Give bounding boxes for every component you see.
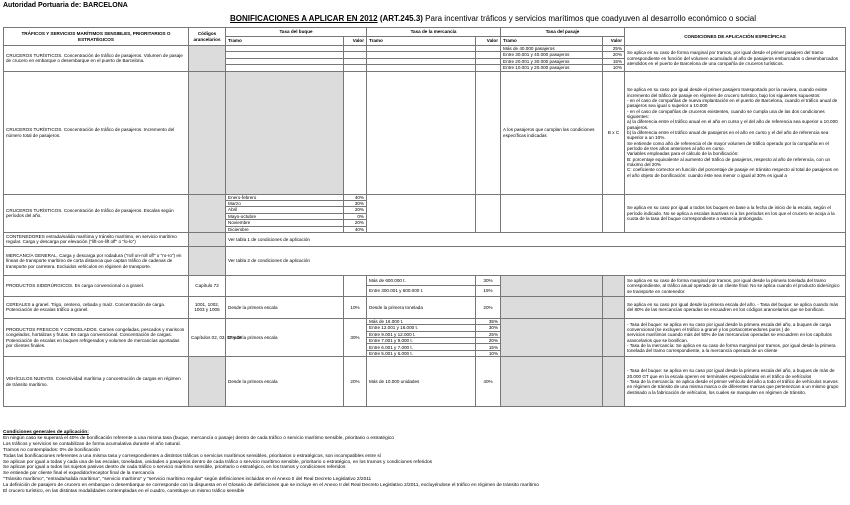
valor-cell: 40% (344, 194, 367, 200)
traffic-desc: CRUCEROS TURÍSTICOS. Concentración de tráfico de pasajeros. Incremento del número total de pasajeros. (4, 71, 189, 194)
tramo-cell: A los pasajeros que cumplan las condiciones específicas indicadas (501, 71, 603, 194)
valor-cell: 30% (344, 318, 367, 356)
general-conditions (3, 430, 845, 495)
valor-cell: 30% (476, 325, 501, 331)
title-main: BONIFICACIONES A APLICAR EN 2012 (230, 14, 378, 23)
conditions-cell: Se aplica en su caso de forma marginal por tramos, por igual desde la primera tonelada del tramo correspondiente, al tráfico anual operado de un cliente final. No se aplica cuando el producto siderúrgico se transporte en contenedor. (625, 275, 846, 296)
note-line: Se aplican por igual a todas y cada una de las escalas, toneladas, unidades o pasajeros dentro de cada tráfico o servicio marítimo sensible, prioritario o estratégico, en los tramos y condiciones referidos (3, 459, 433, 465)
tramo-cell: Más de 10.000 unidades (367, 357, 476, 407)
valor-cell: 40% (344, 226, 367, 232)
traffic-desc: CONTENEDORES entrada/salida marítima y tránsito marítimo, en servicio marítimo regular. Carga y descarga por elevación ("lift-on-lift off" o "lo-lo") (4, 232, 189, 246)
traffic-desc: CRUCEROS TURÍSTICOS. Concentración de tráfico de pasajeros. Escalas según períodos del año. (4, 194, 189, 232)
valor-cell: 35% (476, 318, 501, 324)
col-valor: Valor (603, 37, 625, 46)
valor-cell: 15% (476, 344, 501, 350)
tramo-cell: Desde la primera escala (226, 318, 344, 356)
col-mercancia: Tasa de la mercancía (367, 28, 501, 37)
title-ref: (ART.245.3) (379, 14, 423, 23)
valor-cell: 15% (603, 58, 625, 64)
conditions-cell: - Tasa del buque: se aplica en su caso por igual desde la primera escala del año, a buques de más de 20.000 GT que en la escala operen en terminales especializadas en el tráfico de vehículos - Tasa de la mercancía: se aplica desde el primer vehículo del año a todo el tráfico de vehículos nuevos en régimen de tránsito de una misma marca o de diferentes marcas que pertenezcan a un mismo grupo destinado a la fabricación de vehículos, los cuales se manipulen en régimen de tránsito. (625, 357, 846, 407)
tramo-cell: Más de 16.000 t. (367, 318, 476, 324)
valor-cell: 20% (603, 52, 625, 58)
conditions-cell: - Tasa del buque: se aplica en su caso por igual desde la primera escala del año, a buques de carga convencional (se excluyen el tráfico a granel y los portacontenedores puros ) de servicios marítimos cuando más del 50% de las mercancías operadas se encuadren en los capítulos arancelarios que se bonifican. - Tasa de la mercancía: Se aplica en su caso de forma marginal por tramos, por igual desde la primera tonelada del tramo correspondiente, a la mercancía operada de un cliente (625, 318, 846, 356)
note-line: La definición de pasajero de crucero en embarque o desembarque se corresponde con la dispuesta en el Glosario de definiciones que se incluye en el Anexo II del Real Decreto Legislativo 2/2011, excluyéndose el tráfico en régimen de tránsito marítimo (3, 483, 539, 489)
tramo-cell: Marzo (226, 200, 344, 206)
traffic-desc: PRODUCTOS FRESCOS Y CONGELADOS. Carnes congeladas, pescados y mariscos congelados, hortalizas y frutas. En carga convencional. Concentración de cargas. Potenciación de escalas en buques refrigerados y volumen de mercancías aportadas por clientes finales. (4, 318, 189, 356)
conditions-cell: Se aplica en su caso por igual desde el primer pasajero transportado por la naviera, cuando existe incremento del tráfico de pasaje en régimen de crucero turístico, bajo los siguientes supuestos: - en el caso de compañías de nueva implantación en el puerto de Barcelona, cuando el tráfico anual de pasajeros sea igual o superior a 10.000 - en el caso de compañías de cruceros existentes, cuando se cumpla una de las dos condiciones siguientes: a) la diferencia entre el tráfico anual en el año en curso y el del año de referencia sea superior a 10.000 pasajeros. b) la diferencia entre el tráfico anual de pasajeros en el año en curso y el del año de referencia sea superior a un 10%. Se entiende como año de referencia el de mayor volumen de tráfico operado por la compañía en el período de tres años anteriores al año en curso. Variables empleadas para el cálculo de la bonificación: B: porcentaje equivalente al aumento del tráfico de pasajeros, respecto al año de referencia, con un máximo del 20% C: coeficiente corrector en función del porcentaje de pasaje en tránsito respecto al total de pasajeros en el año objeto de bonificación: cuando éste sea menor o igual al 30% es igual a (625, 71, 846, 194)
valor-cell: 0% (344, 213, 367, 219)
valor-cell: 20% (344, 220, 367, 226)
codigo-cell: Capítulos 02, 03, 07 y 08 (189, 318, 226, 356)
note-line: "Tránsito marítimo", "entrada/salida marítima", "servicio marítimo" y "servicio marítimo regular" según definiciones incluidas en el Anexo II del Real Decreto Legislativo 2/2011 (3, 477, 372, 483)
valor-cell: 10% (476, 350, 501, 356)
note-line: Se aplican por igual a todos los sujetos pasivos dentro de cada tráfico o servicio marítimo sensible, prioritario o estratégico, en los tramos y condiciones referidos (3, 465, 346, 471)
tramo-cell: Entre 9.001 y 12.000 t. (367, 331, 476, 337)
title-rest: Para incentivar tráficos y servicios marítimos que coadyuven al desarrollo económico o social (425, 14, 756, 23)
tramo-cell: Enero-febrero (226, 194, 344, 200)
valor-cell: 15% (476, 286, 501, 297)
tramo-cell: Entre 300.001 y 600.000 t. (367, 286, 476, 297)
col-tramo: Tramo (226, 37, 344, 46)
tramo-cell: Entre 30.001 y 40.000 pasajeros (501, 52, 603, 58)
valor-cell: 20% (344, 357, 367, 407)
tramo-cell: Abril (226, 207, 344, 213)
tramo-cell: Entre 10.001 y 20.000 pasajeros (501, 65, 603, 71)
note-line: Los tráficos y servicios se contabilizan de forma acumulativa durante el año natural. (3, 441, 181, 447)
authority-header: Autoridad Portuaria de: BARCELONA (3, 2, 128, 9)
bonificaciones-table (3, 27, 846, 407)
tramo-cell: Entre 12.001 y 16.000 t. (367, 325, 476, 331)
note-line: Tramos no contemplados: 0% de bonificación (3, 447, 100, 453)
tramo-cell: Entre 5.001 y 6.000 t. (367, 350, 476, 356)
conditions-cell: Se aplica en su caso por igual a todos los buques en base a la fecha de inicio de la escala, según el período indicado. No se aplica a escalas inactivas ni a los períodos en los que el crucero se acoja a la cuota de la tasa del buque correspondiente a estancia prolongada. (625, 194, 846, 232)
col-valor: Valor (344, 37, 367, 46)
traffic-desc: PRODUCTOS SIDERÚRGICOS. En carga convencional o a granel. (4, 275, 189, 296)
tramo-cell: Más de 600.000 t. (367, 275, 476, 286)
valor-cell: 25% (603, 46, 625, 52)
note-line: Se entiende por cliente final el expedidor/receptor final de la mercancía (3, 471, 155, 477)
tramo-cell: Mayo-octubre (226, 213, 344, 219)
valor-cell: 20% (344, 207, 367, 213)
tramo-cell: Desde la primera tonelada (367, 296, 476, 318)
col-buque: Tasa del buque (226, 28, 367, 37)
ver-tabla-2: Ver tabla 2 de condiciones de aplicación (226, 246, 846, 275)
notes-title: Condiciones generales de aplicación: (3, 430, 89, 435)
col-pasaje: Tasa del pasaje (501, 28, 625, 37)
tramo-cell: Más de 40.000 pasajeros (501, 46, 603, 52)
codigo-cell: 1001, 1002, 1003 y 1005 (189, 296, 226, 318)
conditions-cell: Se aplica en su caso por igual desde la primera escala del año. - Tasa del buque: se aplica cuando más del 80% de las mercancías operadas se encuadren en los códigos arancelarios que se bonifican. (625, 296, 846, 318)
col-condiciones: CONDICIONES DE APLICACIÓN ESPECÍFICAS (625, 28, 846, 46)
traffic-desc: MERCANCÍA GENERAL. Carga y descarga por rodadura ("roll on-roll off" o "ro-ro") en líneas de transporte marítimo de corta distancia que captan tráfico de cadenas de transporte por carretera. Excluidos vehículos en régimen de transporte. (4, 246, 189, 275)
tramo-cell: Desde la primera escala (226, 357, 344, 407)
valor-cell: 40% (476, 357, 501, 407)
note-line: El crucero turístico, en las distintas modalidades contempladas en el cuadro, constituye un mismo tráfico sensible (3, 489, 245, 495)
col-valor: Valor (476, 37, 501, 46)
valor-cell: 30% (344, 200, 367, 206)
conditions-cell: Se aplica en su caso de forma marginal por tramos, por igual desde el primer pasajero del tramo correspondiente en función del volumen acumulado al año de pasajeros embarcados o desembarcados atendidos en el puerto de Barcelona de una compañía de cruceros turísticos. (625, 46, 846, 72)
valor-cell: 30% (476, 275, 501, 286)
tramo-cell: Noviembre (226, 220, 344, 226)
note-line: En ningún caso se superará el 40% de bonificación referente a una misma tasa (buque, mercancía o pasaje) dentro de cada tráfico o servicio marítimo sensible, prioritario o estratégico (3, 435, 394, 441)
tramo-cell: Diciembre (226, 226, 344, 232)
col-codigos: Códigos arancelarios (189, 28, 226, 46)
tramo-cell: Entre 6.001 y 7.000 t. (367, 344, 476, 350)
valor-cell: 10% (344, 296, 367, 318)
col-tramo: Tramo (367, 37, 476, 46)
valor-cell: 20% (476, 338, 501, 344)
valor-cell: B x C (603, 71, 625, 194)
tramo-cell: Entre 20.001 y 30.000 pasajeros (501, 58, 603, 64)
tramo-cell: Desde la primera escala (226, 296, 344, 318)
traffic-desc: CEREALES a granel. Trigo, centeno, cebada y maíz. Concentración de carga. Potenciación de escalas tráfico a granel. (4, 296, 189, 318)
page-title (230, 14, 756, 23)
valor-cell: 20% (476, 296, 501, 318)
tramo-cell: Entre 7.001 y 9.000 t. (367, 338, 476, 344)
codigo-cell: Capítulo 72 (189, 275, 226, 296)
note-line: Todas las bonificaciones referentes a una misma tasa y correspondientes a distintos tráficos o servicios marítimos sensibles, prioritarios o estratégicos, son incompatibles entre sí (3, 453, 382, 459)
traffic-desc: CRUCEROS TURÍSTICOS. Concentración de tráfico de pasajeros. Volumen de pasaje de crucero en embarque o desembarque en el puerto de Barcelona. (4, 46, 189, 72)
ver-tabla-1: Ver tabla 1 de condiciones de aplicación (226, 232, 846, 246)
col-trafico: TRÁFICOS Y SERVICIOS MARÍTIMOS SENSIBLES, PRIORITARIOS O ESTRATÉGICOS (4, 28, 189, 46)
valor-cell: 25% (476, 331, 501, 337)
valor-cell: 10% (603, 65, 625, 71)
col-tramo: Tramo (501, 37, 603, 46)
traffic-desc: VEHÍCULOS NUEVOS. Conectividad marítima y concentración de cargas en régimen de tránsito marítimo. (4, 357, 189, 407)
